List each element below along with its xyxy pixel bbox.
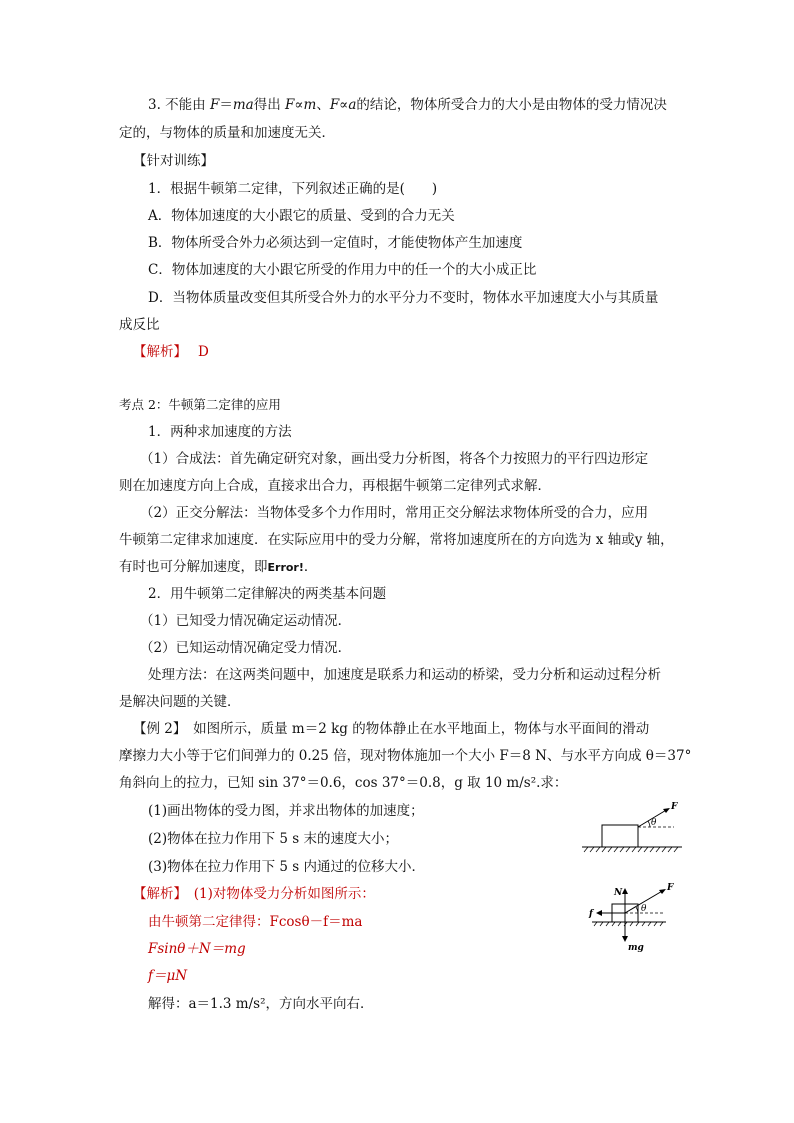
equation-vertical: Fsinθ＋N＝mg — [148, 941, 246, 957]
process-line1: 处理方法：在这两类问题中，加速度是联系力和运动的桥梁，受力分析和运动过程分析 — [148, 667, 661, 683]
angle-label: θ — [651, 818, 657, 828]
problems-title: 2．用牛顿第二定律解决的两类基本问题 — [148, 586, 387, 602]
method-1-line2: 则在加速度方向上合成，直接求出合力，再根据牛顿第二定律列式求解． — [119, 478, 551, 494]
option-d-line2: 成反比 — [119, 317, 160, 333]
problem-2: （2）已知运动情况确定受力情况． — [140, 640, 352, 656]
method-2-line3: 有时也可分解加速度，即Error!． — [119, 559, 318, 575]
process-line2: 是解决问题的关键． — [119, 694, 241, 710]
label-friction: f — [589, 909, 593, 919]
problem-1: （1）已知受力情况确定运动情况． — [140, 613, 352, 629]
error-text: Error! — [267, 561, 304, 574]
equation-friction: f＝μN — [148, 968, 188, 984]
force-label: F — [671, 802, 678, 812]
method-2-line1: （2）正交分解法：当物体受多个力作用时，常用正交分解法求物体所受的合力，应用 — [140, 505, 649, 521]
method-title: 1．两种求加速度的方法 — [148, 424, 292, 440]
label-f-pull: F — [667, 883, 674, 893]
option-a: A．物体加速度的大小跟它的质量、受到的合力无关 — [148, 208, 455, 224]
option-b: B．物体所受合外力必须达到一定值时，才能使物体产生加速度 — [148, 235, 523, 251]
sub-question-2: (2)物体在拉力作用下 5 s 末的速度大小； — [148, 831, 399, 847]
method-1-line1: （1）合成法：首先确定研究对象，画出受力分析图，将各个力按照力的平行四边形定 — [140, 451, 649, 467]
label-mg: mg — [628, 943, 644, 953]
solution-line: 【解析】 (1)对物体受力分析如图所示： — [133, 886, 375, 902]
option-c: C．物体加速度的大小跟它所受的作用力中的任一个的大小成正比 — [148, 262, 537, 278]
question-1: 1．根据牛顿第二定律，下列叙述正确的是( ) — [148, 181, 438, 197]
para-3-line1: 3. 不能由 F＝ma得出 F∝m、F∝a的结论，物体所受合力的大小是由物体的受力情况决 — [148, 97, 667, 113]
answer-1: 【解析】 D — [133, 344, 209, 360]
equation-newton: 由牛顿第二定律得：Fcosθ－f＝ma — [148, 914, 363, 930]
sub-question-1: (1)画出物体的受力图，并求出物体的加速度； — [148, 803, 424, 819]
sub-question-3: (3)物体在拉力作用下 5 s 内通过的位移大小． — [148, 859, 426, 875]
example-2-line2: 摩擦力大小等于它们间弹力的 0.25 倍，现对物体施加一个大小 F＝8 N、与水平方向成 θ＝37° — [119, 748, 692, 764]
option-d-line1: D．当物体质量改变但其所受合外力的水平分力不变时，物体水平加速度大小与其质量 — [148, 290, 659, 306]
para-3-line2: 定的，与物体的质量和加速度无关． — [119, 125, 335, 141]
result-line: 解得：a＝1.3 m/s²，方向水平向右． — [148, 996, 374, 1012]
label-theta: θ — [641, 904, 647, 914]
force-analysis-diagram — [584, 880, 684, 958]
method-2-line2: 牛顿第二定律求加速度．在实际应用中的受力分解，常将加速度所在的方向选为 x 轴或y 轴， — [119, 532, 674, 548]
training-title: 【针对训练】 — [133, 153, 214, 169]
label-n: N — [614, 888, 623, 898]
block-on-ground-diagram — [578, 800, 688, 858]
ground-hatch — [584, 847, 678, 852]
kp2-title: 考点 2：牛顿第二定律的应用 — [119, 397, 281, 412]
block — [602, 825, 638, 847]
example-2-line3: 角斜向上的拉力，已知 sin 37°＝0.6，cos 37°＝0.8，g 取 10 m/s².求： — [119, 775, 568, 791]
example-2-line1: 【例 2】 如图所示，质量 m＝2 kg 的物体静止在水平地面上，物体与水平面间的滑动 — [133, 721, 650, 737]
